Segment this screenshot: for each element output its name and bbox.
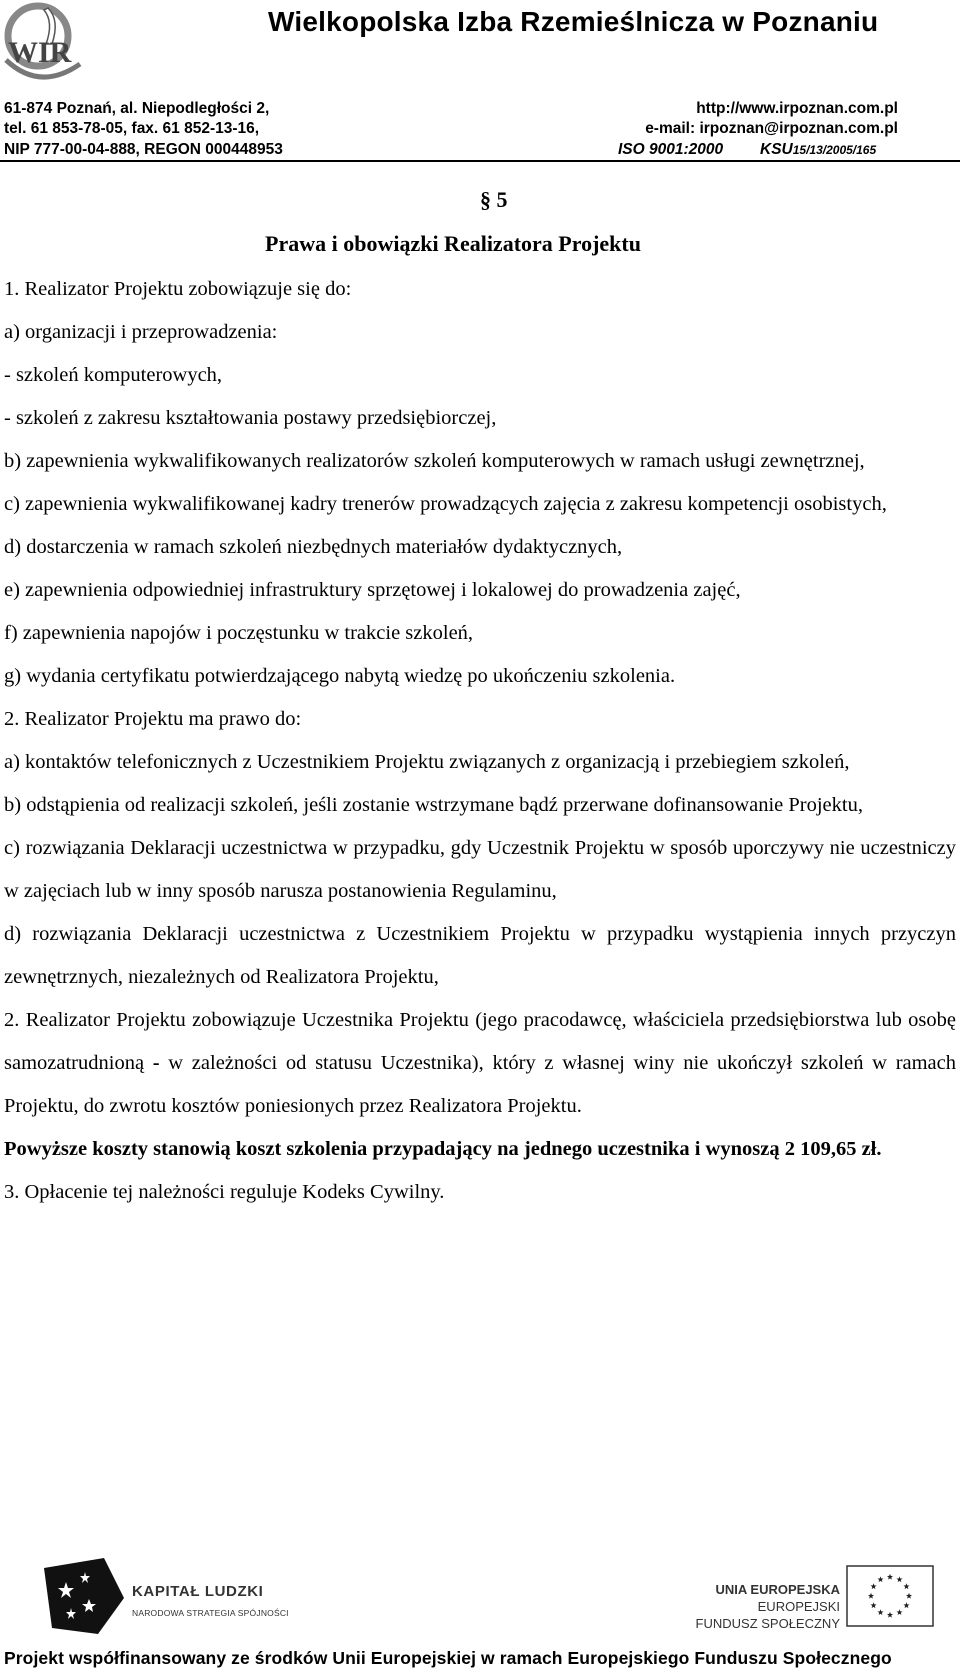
- section-number: § 5: [480, 187, 508, 212]
- paragraph: 1. Realizator Projektu zobowiązuje się do:: [4, 278, 352, 300]
- kapital-ludzki-logo-icon: [44, 1558, 124, 1634]
- eu-line3: FUNDUSZ SPOŁECZNY: [695, 1616, 840, 1631]
- paragraph: b) odstąpienia od realizacji szkoleń, jeśli zostanie wstrzymane bądź przerwane dofinansowanie Projektu,: [4, 794, 863, 816]
- eu-flag-icon: [846, 1565, 934, 1627]
- nip-regon: NIP 777-00-04-888, REGON 000448953: [4, 141, 283, 158]
- org-name: Wielkopolska Izba Rzemieślnicza w Poznaniu: [268, 6, 879, 37]
- paragraph-part: 2. Realizator Projektu zobowiązuje Uczestnika Projektu (jego pracodawcę, właściciela przedsiębiorstwa lub osobę samozatrudnioną: [4, 1009, 956, 1074]
- kl-subtitle: NARODOWA STRATEGIA SPÓJNOŚCI: [132, 1608, 289, 1618]
- eu-line1: UNIA EUROPEJSKA: [715, 1582, 840, 1597]
- paragraph: a) organizacji i przeprowadzenia:: [4, 321, 278, 343]
- paragraph-dash: -: [144, 1052, 169, 1074]
- eu-label: [660, 1581, 840, 1632]
- paragraph: d) dostarczenia w ramach szkoleń niezbędnych materiałów dydaktycznych,: [4, 536, 623, 558]
- paragraph: d) rozwiązania Deklaracji uczestnictwa z Uczestnikiem Projektu w przypadku wystąpienia innych przyczyn zewnętrznych, niezależnych od Realizatora Projektu,: [4, 923, 956, 988]
- paragraph: b) zapewnienia wykwalifikowanych realizatorów szkoleń komputerowych w ramach usługi zewnętrznej,: [4, 450, 865, 472]
- address: 61-874 Poznań, al. Niepodległości 2,: [4, 100, 270, 117]
- paragraph: - szkoleń z zakresu kształtowania postawy przedsiębiorczej,: [4, 407, 497, 429]
- website-link[interactable]: http://www.irpoznan.com.pl: [696, 100, 898, 117]
- section-title: Prawa i obowiązki Realizatora Projektu: [265, 231, 641, 256]
- paragraph: 2. Realizator Projektu ma prawo do:: [4, 708, 302, 730]
- ksu-cert: [760, 141, 876, 159]
- phone: tel. 61 853-78-05, fax. 61 852-13-16,: [4, 120, 260, 137]
- paragraph: f) zapewnienia napojów i poczęstunku w trakcie szkoleń,: [4, 622, 474, 644]
- email-link[interactable]: e-mail: irpoznan@irpoznan.com.pl: [645, 120, 898, 137]
- paragraph: e) zapewnienia odpowiedniej infrastruktury sprzętowej i lokalowej do prowadzenia zajęć,: [4, 579, 741, 601]
- paragraph-part: w zależności od statusu Uczestnika), który z własnej winy nie ukończył szkoleń w ramach Projektu, do zwrotu kosztów poniesionych przez Realizatora Projektu.: [4, 1052, 957, 1117]
- document-body: [4, 268, 956, 1214]
- iso-cert: ISO 9001:2000: [618, 141, 724, 158]
- cost-statement: Powyższe koszty stanowią koszt szkolenia przypadający na jednego uczestnika i wynoszą 2 109,65 zł.: [4, 1138, 882, 1160]
- ksu-prefix: KSU: [760, 141, 793, 158]
- header-divider: [0, 160, 960, 162]
- kl-title: KAPITAŁ LUDZKI: [132, 1583, 264, 1600]
- paragraph: - szkoleń komputerowych,: [4, 364, 223, 386]
- ksu-number: 15/13/2005/165: [792, 143, 877, 157]
- paragraph: a) kontaktów telefonicznych z Uczestnikiem Projektu związanych z organizacją i przebiegiem szkoleń,: [4, 751, 850, 773]
- funding-note: Projekt współfinansowany ze środków Unii Europejskiej w ramach Europejskiego Funduszu Społecznego: [4, 1648, 892, 1668]
- wir-logo: [0, 0, 90, 90]
- paragraph: 3. Opłacenie tej należności reguluje Kodeks Cywilny.: [4, 1181, 445, 1203]
- paragraph: c) zapewnienia wykwalifikowanej kadry trenerów prowadzących zajęcia z zakresu kompetencji osobistych,: [4, 493, 887, 515]
- paragraph: g) wydania certyfikatu potwierdzającego nabytą wiedzę po ukończeniu szkolenia.: [4, 665, 676, 687]
- paragraph: c) rozwiązania Deklaracji uczestnictwa w przypadku, gdy Uczestnik Projektu w sposób uporczywy nie uczestniczy w zajęciach lub w inny sposób narusza postanowienia Regulaminu,: [4, 837, 956, 902]
- eu-line2: EUROPEJSKI: [757, 1599, 840, 1614]
- svg-text:WIR: WIR: [8, 36, 72, 69]
- paragraph: [4, 999, 956, 1128]
